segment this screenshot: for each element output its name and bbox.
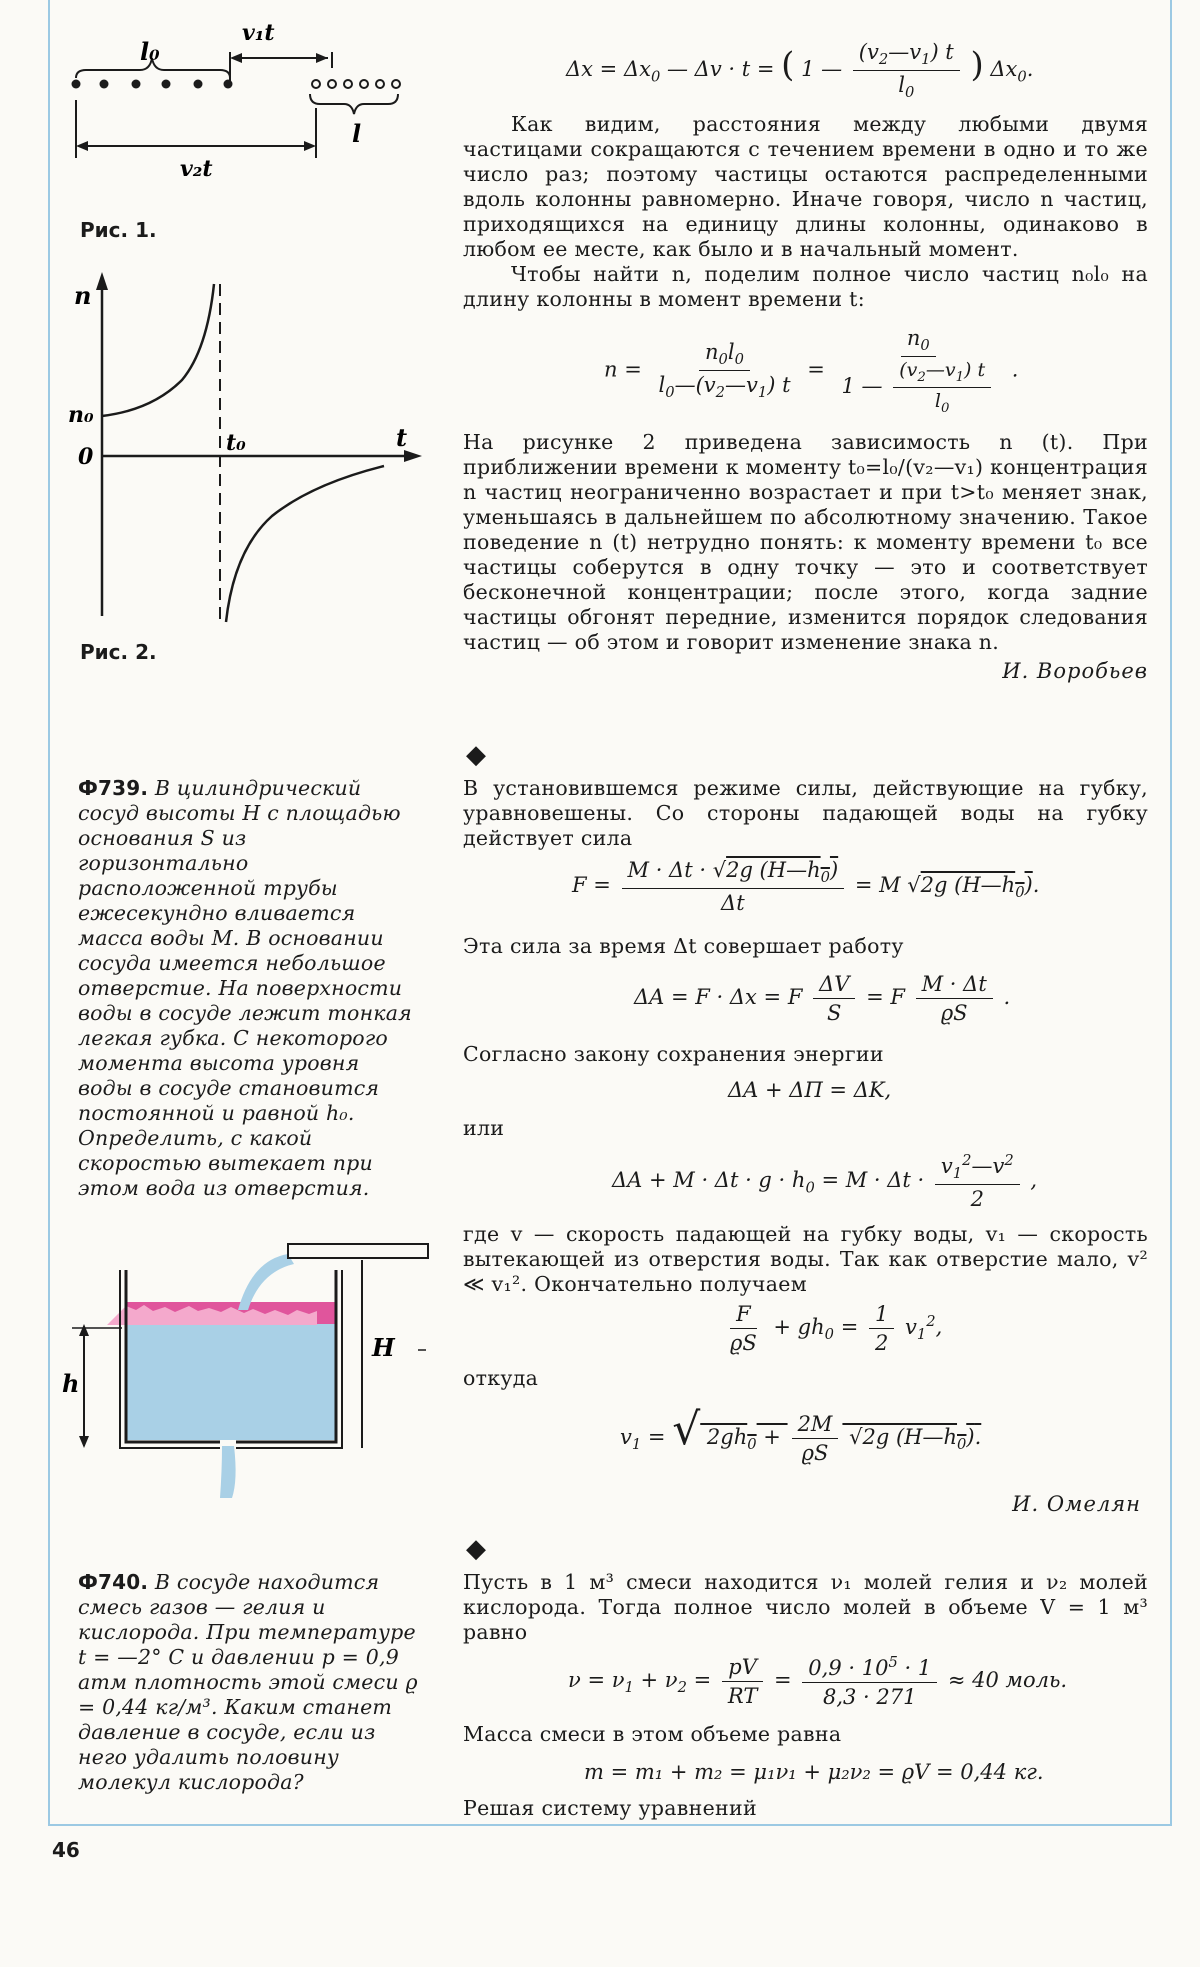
fig1-label-v2t: v₂t	[180, 156, 213, 182]
equation-energy: ΔA + ΔП = ΔK,	[728, 1078, 892, 1102]
paragraph: Согласно закону сохранения энергии	[463, 1042, 884, 1066]
paragraph: или	[463, 1116, 505, 1140]
equation-n: n = $\frac{n_0l_0}{l_0—(v_2—v_1) t}$ = $n_0$ 1 — $\frac{(v_2—v_1) t}{l_0}$ .	[604, 326, 1019, 416]
solution739-text-5	[463, 1222, 1148, 1297]
section1-text	[463, 112, 1148, 312]
equation-mass: m = m₁ + m₂ = μ₁ν₁ + μ₂ν₂ = ϱV = 0,44 кг.	[584, 1760, 1044, 1784]
fig2-curve-before	[102, 284, 214, 416]
solution740-text	[463, 1570, 1148, 1645]
vessel-label-h: h	[62, 1369, 80, 1398]
fig2-label-zero: 0	[78, 444, 94, 470]
solution739-text-6	[463, 1366, 1148, 1391]
problem-text: В цилиндрический сосуд высоты H с площадью основания S из горизонтально расположенной трубы ежесекундно вливается масса воды M. В основании сосуда имеется небольшое отверстие. На поверхности воды в сосуде лежит тонкая легкая губка. С некоторого момента высота уровня воды в сосуде становится постоянной и равной h₀. Определить, с какой скоростью вытекает при этом вода из отверстия.	[78, 776, 412, 1200]
figure-2	[62, 270, 422, 630]
solution740-text-3	[463, 1796, 1148, 1821]
equation-moles: $\nu = \nu_1 + \nu_2$ = $\frac{pV}{RT}$ = $\frac{0,9 \cdot 10^5 \cdot 1}{8,3 \cdot 271}$ ≈ 40 моль.	[568, 1654, 1068, 1709]
page-number: 46	[52, 1838, 80, 1862]
figure-2-caption: Рис. 2.	[80, 640, 157, 664]
paragraph: Пусть в 1 м³ смеси находится ν₁ молей гелия и ν₂ молей кислорода. Тогда полное число молей в объеме V = 1 м³ равно	[463, 1570, 1148, 1644]
fig2-label-t0: t₀	[226, 430, 246, 456]
paragraph: где v — скорость падающей на губку воды, v₁ — скорость вытекающей из отверстия воды. Так как отверстие мало, v² ≪ v₁². Окончательно получаем	[463, 1222, 1148, 1296]
equation-force: F = $\frac{M \cdot \Delta t \cdot √2g (H—h_0)}{\Delta t}$ = M √2g $(H—h_0)$.	[572, 858, 1040, 916]
paragraph: Решая систему уравнений	[463, 1796, 757, 1820]
solution740-text-2	[463, 1722, 1148, 1747]
equation-work: ΔA = F · Δx = F $\frac{\Delta V}{S}$ = F $\frac{M \cdot \Delta t}{ϱS}$ .	[634, 972, 1011, 1025]
fig2-curve-after	[226, 466, 384, 622]
vessel-label-H: H	[372, 1333, 395, 1362]
problem-number: Ф739.	[78, 776, 149, 800]
figure-1	[62, 18, 422, 188]
signature: И. Воробьев	[1002, 659, 1148, 683]
paragraph: Масса смеси в этом объеме равна	[463, 1722, 842, 1746]
figure-1-caption: Рис. 1.	[80, 218, 157, 242]
problem-text: В сосуде находится смесь газов — гелия и кислорода. При температуре t = —2° C и давлении p = 0,9 атм плотность этой смеси ϱ = 0,44 кг/м³. Каким станет давление в сосуде, если из него удалить половину молекул кислорода?	[78, 1570, 418, 1794]
paragraph: Чтобы найти n, поделим полное число частиц n₀l₀ на длину колонны в момент времени t:	[463, 262, 1148, 311]
equation-v1: $v_1$ = √ $2gh_0$ + $\frac{2M}{ϱS}$ √2g $(H—h_0)$.	[620, 1404, 982, 1465]
paragraph: откуда	[463, 1366, 539, 1390]
solution739-text	[463, 776, 1148, 851]
fig1-label-l: l	[352, 119, 362, 148]
paragraph: На рисунке 2 приведена зависимость n (t). При приближении времени к моменту t₀=l₀/(v₂—v₁) концентрация n частиц неограниченно возрастает и при t>t₀ меняет знак, уменьшаясь в дальнейшем по абсолютному значению. Такое поведение n (t) нетрудно понять: к моменту времени t₀ все частицы соберутся в одну точку — это и соответствует бесконечной концентрации; после этого, когда задние частицы обгонят передние, изменится порядок следования частиц — об этом и говорит изменение знака n.	[463, 430, 1148, 654]
fig2-label-n0: n₀	[68, 402, 94, 428]
equation-final: $\frac{F}{ϱS}$ + $gh_0$ = $\frac{1}{2}$ $v_1^2$,	[730, 1302, 943, 1355]
paragraph: Эта сила за время Δt совершает работу	[463, 934, 904, 958]
solution739-text-4	[463, 1116, 1148, 1141]
problem-739	[78, 776, 420, 1201]
fig2-label-t: t	[396, 423, 408, 452]
water	[126, 1310, 336, 1440]
figure-vessel	[62, 1210, 452, 1500]
solution739-text-2	[463, 934, 1148, 959]
section1-text-2	[463, 430, 1148, 685]
solution-marker: ◆	[466, 1534, 486, 1564]
solution739-text-3	[463, 1042, 1148, 1067]
paragraph: Как видим, расстояния между любыми двумя частицами сокращаются с течением времени в одно и то же число раз; поэтому частицы остаются распределенными вдоль колонны равномерно. Иначе говоря, число n частиц, приходящихся на единицу длины колонны, одинаково в любом ее месте, как было и в начальный момент.	[463, 112, 1148, 261]
paragraph: В установившемся режиме силы, действующие на губку, уравновешены. Со стороны падающей воды на губку действует сила	[463, 776, 1148, 850]
fig2-label-n: n	[74, 281, 92, 310]
signature: И. Омелян	[1012, 1492, 1141, 1516]
problem-740	[78, 1570, 420, 1795]
fig1-label-l0: l₀	[140, 37, 160, 66]
solution-marker: ◆	[466, 740, 486, 770]
equation-dx: $\Delta x = \Delta x_0$ — Δv · t = ( 1 — $\frac{(v_2—v_1) t}{l_0}$ ) $\Delta x_0$.	[566, 40, 1034, 102]
problem-number: Ф740.	[78, 1570, 149, 1594]
fig1-label-v1t: v₁t	[242, 20, 275, 46]
equation-energy-2: $\Delta A + M \cdot \Delta t \cdot g \cdot h_0 = M \cdot \Delta t$ · $\frac{v_1^2—v^2}{2}$ ,	[612, 1152, 1038, 1212]
